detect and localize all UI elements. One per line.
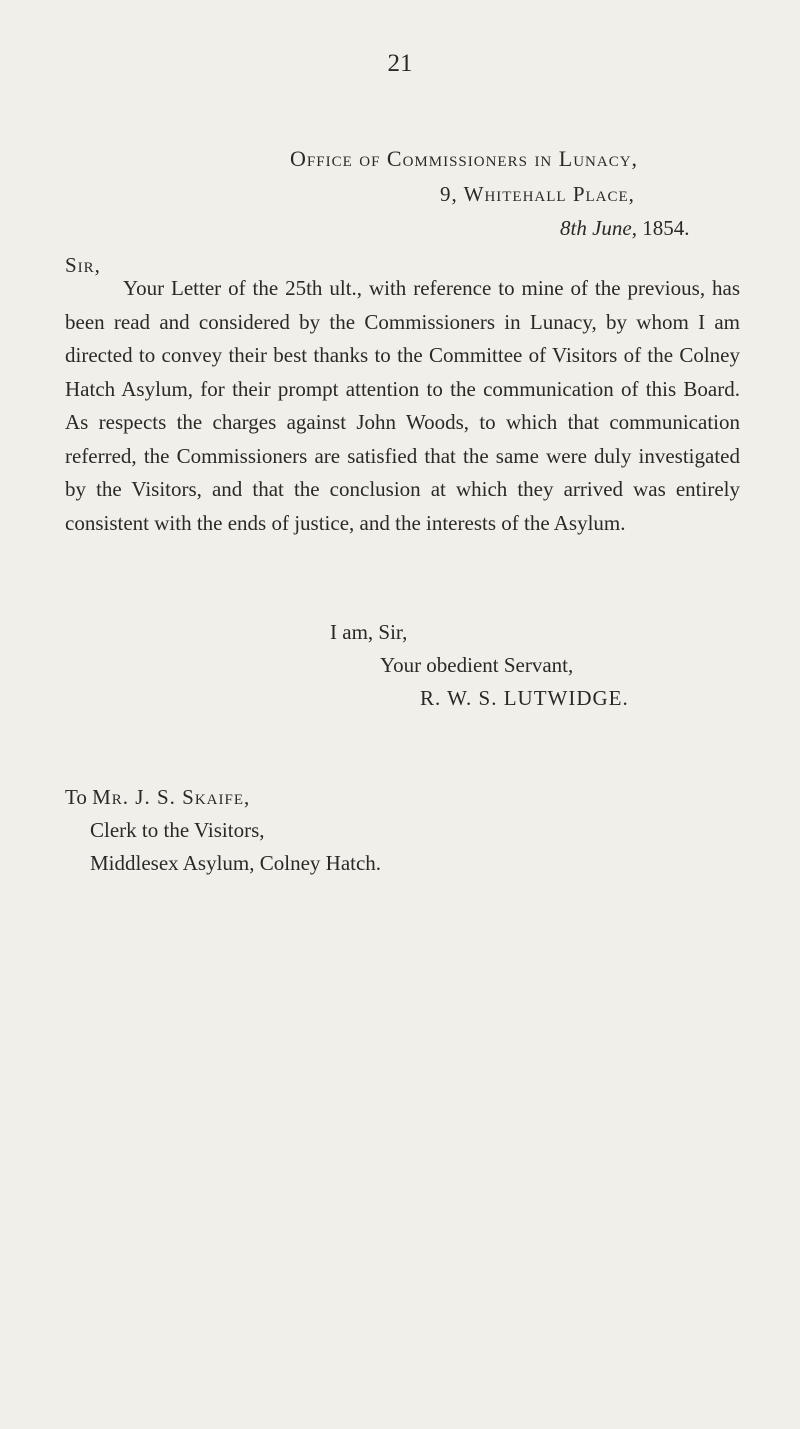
addressee-line-2: Clerk to the Visitors, (90, 818, 265, 842)
addressee-line-1 (65, 785, 250, 810)
closing-line-1: I am, Sir, (330, 620, 408, 644)
addressee-line-3: Middlesex Asylum, Colney Hatch. (90, 851, 382, 875)
date-month: June, (592, 216, 637, 240)
letterhead-street: 9, Whitehall Place, (440, 182, 635, 206)
addressee-to: To (65, 785, 87, 809)
salutation: Sir, (65, 253, 101, 277)
date-day: 8th (560, 216, 587, 240)
closing-line-2: Your obedient Servant, (380, 653, 574, 677)
page-number: 21 (387, 50, 413, 77)
letter-body: Your Letter of the 25th ult., with reference to mine of the previous, has been read and considered by the Commissioners in Lunacy, by whom I am directed to convey their best thanks to the Committee of Visitors of the Colney Hatch Asylum, for their prompt attention to the communication of this Board. As respects the charges against John Woods, to which that communication referred, the Commissioners are satisfied that the same were duly investigated by the Visitors, and that the conclusion at which they arrived was entirely consistent with the ends of justice, and the interests of the Asylum. (65, 276, 740, 535)
addressee-name: Mr. J. S. Skaife, (92, 785, 251, 809)
letter-date (560, 216, 690, 241)
letterhead-office: Office of Commissioners in Lunacy, (290, 146, 639, 171)
date-year: 1854. (642, 216, 690, 240)
signature: R. W. S. LUTWIDGE. (420, 686, 629, 710)
